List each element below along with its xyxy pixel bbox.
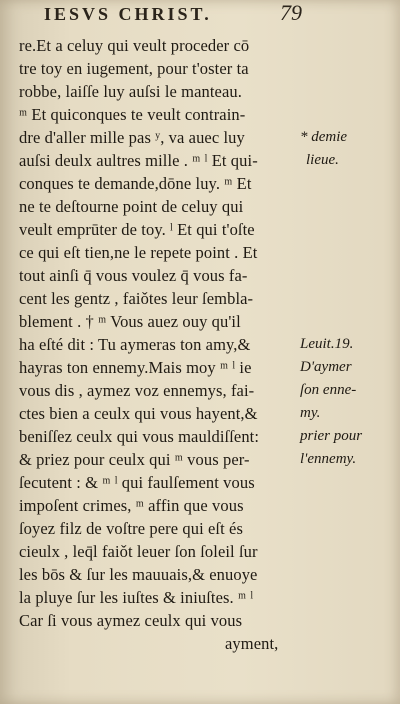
- text-line: tout ainſi q̄ vous voulez q̄ vous fa-: [19, 266, 248, 285]
- margin-note: * demie: [300, 129, 348, 145]
- running-head: IESVS CHRIST.: [44, 4, 212, 24]
- text-line: ſoyez filz de voſtre pere qui eſt és: [19, 519, 243, 538]
- margin-note: lieue.: [306, 152, 339, 168]
- text-line: ne te deſtourne point de celuy qui: [19, 197, 244, 216]
- text-line: ha eſté dit : Tu aymeras ton amy,&: [19, 335, 251, 354]
- text-line: blement . † ᵐ Vous auez ouy qu'il: [19, 312, 241, 331]
- text-line: cent les gentz , faiǒtes leur ſembla-: [19, 289, 254, 308]
- text-line: Car ſi vous aymez ceulx qui vous: [19, 611, 243, 630]
- margin-note: D'aymer: [300, 359, 352, 375]
- text-line: les bōs & ſur les mauuais,& enuoye: [19, 565, 258, 584]
- text-line: conques te demande,dōne luy. ᵐ Et: [19, 174, 252, 193]
- text-line: vous dis , aymez voz ennemys, fai-: [19, 381, 255, 400]
- text-line: veult emprūter de toy. ˡ Et qui t'oſte: [19, 220, 255, 239]
- margin-note: Leuit.19.: [300, 336, 354, 352]
- text-line: tre toy en iugement, pour t'oster ta: [19, 59, 249, 78]
- text-line: ſecutent : & ᵐ ˡ qui faulſement vous: [19, 473, 255, 492]
- margin-note: l'ennemy.: [300, 451, 357, 467]
- text-line: impoſent crimes, ᵐ affin que vous: [19, 496, 244, 515]
- margin-note: ſon enne-: [300, 382, 357, 398]
- text-line: ayment,: [225, 634, 279, 653]
- margin-note: my.: [300, 405, 321, 421]
- text-line: robbe, laiſſe luy auſsi le manteau.: [19, 82, 242, 101]
- text-line: ctes bien a ceulx qui vous hayent,&: [19, 404, 258, 423]
- text-line: beniſſez ceulx qui vous mauldiſſent:: [19, 427, 260, 446]
- text-line: cieulx , leq̄l faiǒt leuer ſon ſoleil ſur: [19, 542, 258, 561]
- text-line: ce qui eſt tien,ne le repete point . Et: [19, 243, 258, 262]
- text-line: dre d'aller mille pas ʸ, va auec luy: [19, 128, 245, 147]
- text-line: la pluye ſur les iuſtes & iniuſtes. ᵐ ˡ: [19, 588, 254, 607]
- text-line: & priez pour ceulx qui ᵐ vous per-: [19, 450, 250, 469]
- text-line: ᵐ Et quiconques te veult contrain-: [19, 105, 246, 124]
- margin-note: prier pour: [300, 428, 363, 444]
- text-line: hayras ton ennemy.Mais moy ᵐ ˡ ie: [19, 358, 252, 377]
- text-line: re.Et a celuy qui veult proceder cō: [19, 36, 250, 55]
- text-line: auſsi deulx aultres mille . ᵐ ˡ Et qui-: [19, 151, 258, 170]
- page-number: 79: [280, 0, 302, 25]
